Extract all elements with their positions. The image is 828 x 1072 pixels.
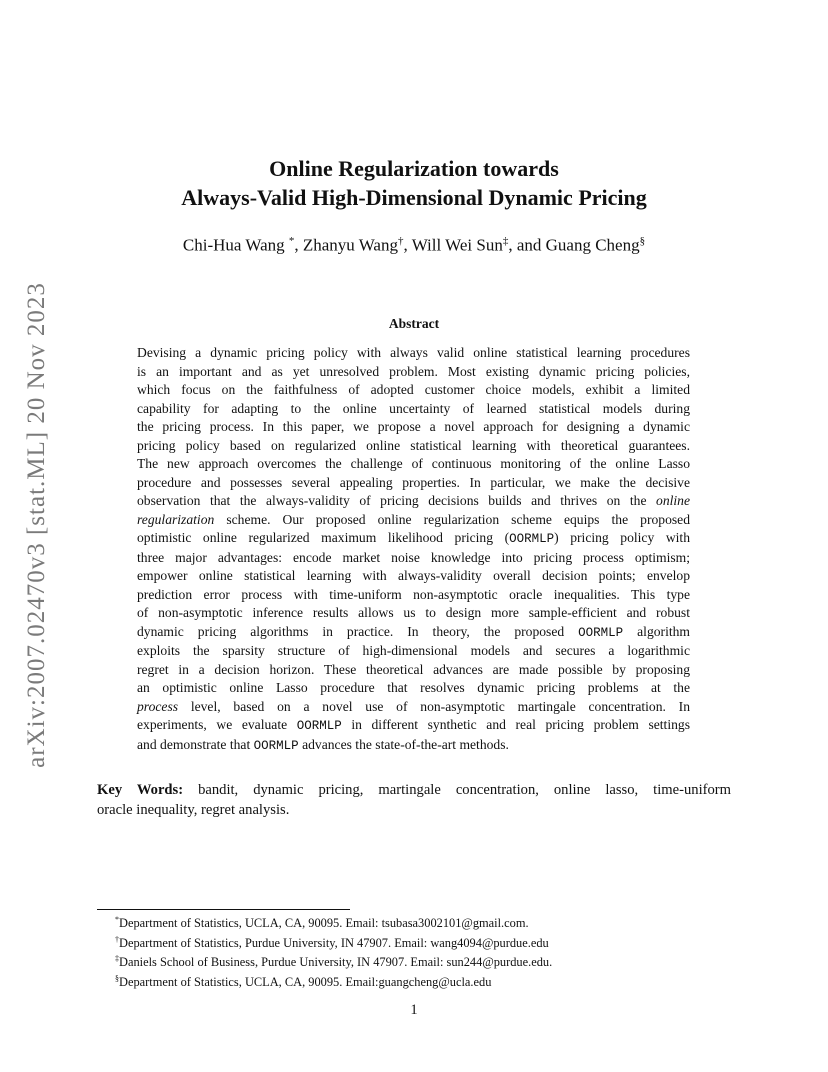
abstract-text: scheme. Our proposed online regularization scheme equips the proposed [226,511,690,527]
algorithm-name: OORMLP [296,719,342,733]
abstract-line: pricing policy based on regularized online statistical learning with theoretical guarantees. [137,437,690,453]
abstract-line: exploits the sparsity structure of high-dimensional models and secures a logarithmic [137,643,690,658]
abstract-line: capability for adapting to the online uncertainty of learned statistical models during [137,400,690,416]
paper-title-line-1: Online Regularization towards [269,156,559,181]
abstract-text: optimistic online regularized maximum likelihood pricing ( [137,530,510,545]
emphasis-process: process [137,698,179,714]
page-number: 1 [410,1002,418,1018]
abstract-line [137,529,690,549]
abstract-line: prediction error process with time-uniform non-asymptotic oracle inequalities. This type [137,586,690,602]
footnote [115,951,552,971]
abstract-line: Devising a dynamic pricing policy with always valid online statistical learning procedures [137,345,690,360]
paper-title [0,154,828,212]
abstract-line: three major advantages: encode market noise knowledge into pricing process optimism; [137,549,690,565]
abstract-text: and demonstrate that [137,736,251,752]
emphasis-regularization: regularization [137,511,215,527]
algorithm-name: OORMLP [578,625,624,640]
footnote [115,932,552,952]
emphasis-online: online [656,493,690,508]
author-affiliation-mark: † [397,235,404,247]
abstract-line: The new approach overcomes the challenge of continuous monitoring of the online Lasso [137,456,690,471]
author-name: Guang Cheng [545,235,640,255]
author-name: Zhanyu Wang [302,235,398,255]
abstract-text: observation that the always-validity of pricing decisions builds and thrives on the [137,493,647,508]
author-separator: , [294,235,303,255]
abstract-text: dynamic pricing algorithms in practice. In theory, the proposed [137,623,565,639]
footnote-text: Daniels School of Business, Purdue University, IN 47907. Email: sun244@purdue.edu. [119,955,553,970]
keywords-section [97,780,731,820]
footnote-text: Department of Statistics, Purdue University, IN 47907. Email: wang4094@purdue.edu [119,935,549,950]
footnote [115,912,552,932]
abstract-line: an optimistic online Lasso procedure that resolves dynamic pricing problems at the [137,680,690,695]
abstract-line [137,736,690,756]
abstract-line: of non-asymptotic inference results allows us to design more sample-efficient and robust [137,605,690,620]
abstract-line: is an important and as yet unresolved problem. Most existing dynamic pricing policies, [137,363,690,379]
author-separator: , [403,235,412,255]
abstract-line: regret in a decision horizon. These theoretical advances are made possible by proposing [137,661,690,677]
algorithm-name: OORMLP [253,738,299,753]
author-affiliation-mark: ‡ [502,235,509,247]
arxiv-identifier-text: arXiv:2007.02470v3 [stat.ML] 20 Nov 2023 [23,282,51,768]
abstract-line [137,716,690,736]
author-list [0,235,828,256]
keywords-line [97,780,731,800]
algorithm-name: OORMLP [509,532,555,546]
footnote-divider [97,909,350,910]
abstract-line [137,623,690,643]
keywords-label: Key Words: [97,782,184,798]
footnote-text: Department of Statistics, UCLA, CA, 90095. Email: tsubasa3002101@gmail.com. [119,916,529,931]
abstract-text: in different synthetic and real pricing problem settings [351,717,690,732]
abstract-line: empower online statistical learning with always-validity overall decision points; envelop [137,568,690,583]
footnotes [115,912,552,991]
abstract-text: experiments, we evaluate [137,717,288,732]
footnote-mark: ‡ [115,954,119,964]
arxiv-identifier-stamp [12,275,62,775]
keywords-text: bandit, dynamic pricing, martingale concentration, online lasso, time-uniform [198,782,731,798]
footnote-mark: § [115,973,119,983]
abstract-body [137,344,690,755]
abstract-line [137,492,690,511]
abstract-line: which focus on the faithfulness of adopted customer choice models, exhibit a limited [137,382,690,397]
abstract-line: procedure and possesses several appealing properties. In particular, we make the decisive [137,474,690,490]
footnote-mark: † [115,934,119,944]
abstract-line [137,511,690,530]
author-separator: , and [508,235,546,255]
paper-title-line-2: Always-Valid High-Dimensional Dynamic Pricing [181,185,647,210]
author-affiliation-mark: * [288,235,295,247]
abstract-heading: Abstract [388,316,440,331]
footnote-text: Department of Statistics, UCLA, CA, 90095. Email:guangcheng@ucla.edu [119,975,492,989]
author-name: Will Wei Sun [411,235,503,255]
abstract-text: ) pricing policy with [554,530,690,545]
abstract-line [137,698,690,717]
author-name: Chi-Hua Wang [182,235,285,255]
abstract-text: algorithm [637,623,690,639]
abstract-text: level, based on a novel use of non-asymptotic martingale concentration. In [190,698,690,714]
footnote-mark: * [115,915,119,924]
author-affiliation-mark: § [639,235,646,247]
keywords-line: oracle inequality, regret analysis. [97,802,290,818]
abstract-line: the pricing process. In this paper, we propose a novel approach for designing a dynamic [137,419,690,434]
footnote [115,971,552,991]
abstract-text: advances the state-of-the-art methods. [302,736,509,752]
